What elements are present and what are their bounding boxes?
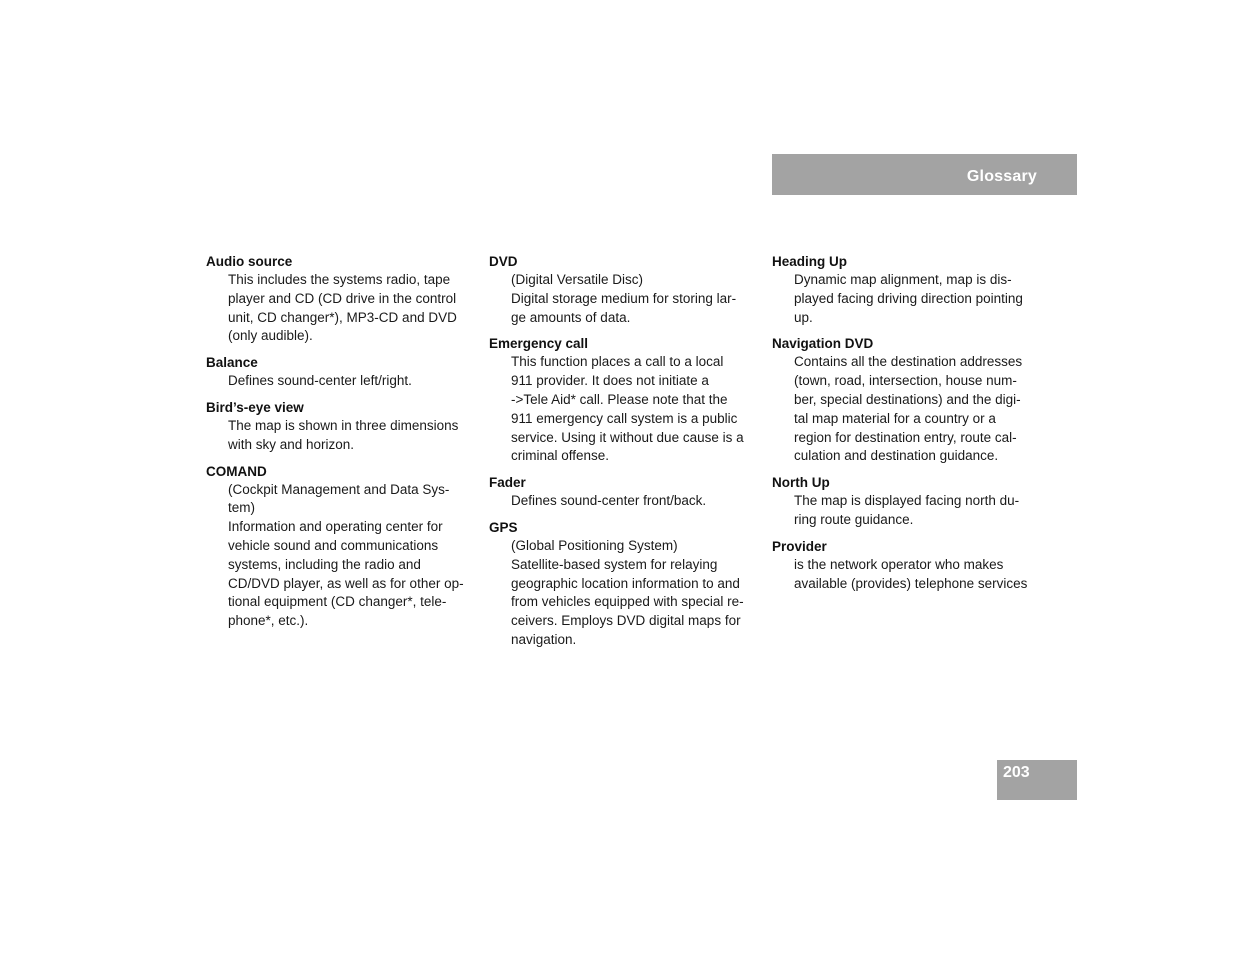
glossary-column-3 [772,252,1042,600]
definition-line: ge amounts of data. [511,309,631,325]
glossary-term: Fader [489,475,526,491]
glossary-definition [511,537,759,650]
glossary-term: COMAND [206,463,267,479]
definition-line: ring route guidance. [794,511,914,527]
definition-line: Defines sound-center left/right. [228,373,412,389]
definition-line: up. [794,309,813,325]
definition-line: Contains all the destination addresses [794,354,1023,370]
glossary-definition [228,271,476,346]
glossary-definition [228,417,476,455]
definition-line: (only audible). [228,328,313,344]
definition-line: This function places a call to a local [511,354,724,370]
definition-line: 911 emergency call system is a public [511,410,738,426]
glossary-definition [228,481,476,631]
glossary-entry [206,398,476,455]
definition-line: phone*, etc.). [228,613,309,629]
glossary-entry [206,353,476,391]
glossary-definition [794,353,1042,466]
glossary-term: Audio source [206,254,293,269]
definition-line: Defines sound-center front/back. [511,493,707,509]
glossary-term: DVD [489,254,518,269]
glossary-entry [772,537,1042,594]
glossary-term: Bird’s-eye view [206,399,304,415]
glossary-term: GPS [489,519,518,535]
definition-line: service. Using it without due cause is a [511,429,744,445]
definition-line: (town, road, intersection, house num- [794,373,1017,389]
glossary-entry [206,252,476,346]
page-title: Glossary [966,168,1037,185]
definition-line: systems, including the radio and [228,556,421,572]
definition-line: is the network operator who makes [794,556,1004,572]
definition-line: from vehicles equipped with special re- [511,594,744,610]
glossary-term: Emergency call [489,336,589,352]
definition-line: This includes the systems radio, tape [228,272,451,287]
definition-line: (Cockpit Management and Data Sys- [228,481,450,497]
glossary-definition [228,372,476,391]
glossary-term: Provider [772,538,827,554]
definition-line: Information and operating center for [228,519,443,535]
header-bar [772,154,1077,195]
definition-line: played facing driving direction pointing [794,290,1023,306]
definition-line: Satellite-based system for relaying [511,556,718,572]
definition-line: unit, CD changer*), MP3-CD and DVD [228,309,457,325]
definition-line: tem) [228,500,255,516]
glossary-entry [772,252,1042,327]
definition-line: CD/DVD player, as well as for other op- [228,575,464,591]
definition-line: ->Tele Aid* call. Please note that the [511,391,728,407]
definition-line: player and CD (CD drive in the control [228,290,457,306]
glossary-term: Balance [206,355,258,371]
glossary-entry [489,334,759,466]
glossary-definition [511,492,759,511]
definition-line: tional equipment (CD changer*, tele- [228,594,447,610]
glossary-definition [794,271,1042,327]
glossary-definition [511,353,759,466]
glossary-entry [489,252,759,327]
definition-line: criminal offense. [511,448,610,464]
definition-line: The map is displayed facing north du- [794,493,1020,509]
definition-line: tal map material for a country or a [794,410,996,426]
glossary-definition [794,556,1042,594]
glossary-definition [794,492,1042,530]
glossary-column-2 [489,252,759,657]
glossary-term: North Up [772,475,830,491]
definition-line: region for destination entry, route cal- [794,429,1017,445]
glossary-term: Heading Up [772,254,848,269]
definition-line: with sky and horizon. [228,436,355,452]
glossary-entry [206,462,476,631]
glossary-column-1 [206,252,476,638]
definition-line: available (provides) telephone services [794,575,1028,591]
page-number-box [997,760,1077,800]
definition-line: culation and destination guidance. [794,448,999,464]
page-number: 203 [1003,764,1030,781]
definition-line: (Global Positioning System) [511,537,678,553]
definition-line: (Digital Versatile Disc) [511,272,644,287]
glossary-definition [511,271,759,327]
glossary-entry [489,473,759,511]
glossary-term: Navigation DVD [772,336,874,352]
definition-line: geographic location information to and [511,575,740,591]
definition-line: vehicle sound and communications [228,537,439,553]
definition-line: ceivers. Employs DVD digital maps for [511,613,741,629]
definition-line: 911 provider. It does not initiate a [511,373,709,389]
definition-line: Digital storage medium for storing lar- [511,290,737,306]
definition-line: Dynamic map alignment, map is dis- [794,272,1012,287]
definition-line: The map is shown in three dimensions [228,417,459,433]
glossary-entry [489,518,759,650]
glossary-entry [772,473,1042,530]
glossary-entry [772,334,1042,466]
definition-line: ber, special destinations) and the digi- [794,391,1021,407]
definition-line: navigation. [511,631,577,647]
